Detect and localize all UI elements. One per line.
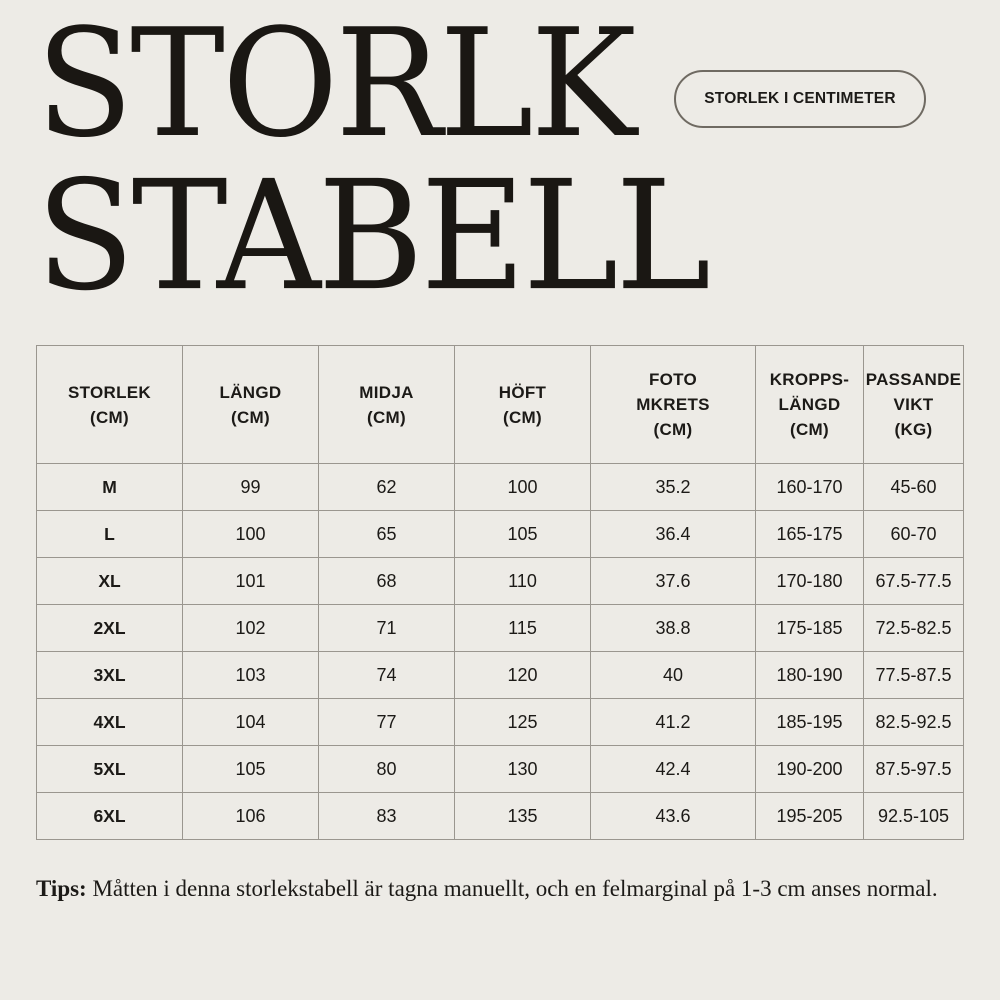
table-row	[37, 699, 964, 746]
table-cell: 68	[319, 558, 455, 605]
table-cell: 43.6	[591, 793, 756, 840]
column-header-line: KROPPS-	[769, 370, 850, 389]
column-header-line: HÖFT	[498, 382, 547, 402]
table-row	[37, 558, 964, 605]
page-title-line-1: STORLK	[36, 0, 634, 171]
table-cell: 110	[455, 558, 591, 605]
tip-note	[36, 870, 966, 907]
table-cell: 77.5-87.5	[864, 652, 964, 699]
column-header	[591, 346, 756, 464]
table-cell: 37.6	[591, 558, 756, 605]
size-cell: L	[37, 511, 183, 558]
column-header	[37, 346, 183, 464]
table-cell: 115	[455, 605, 591, 652]
table-cell: 125	[455, 699, 591, 746]
table-cell: 60-70	[864, 511, 964, 558]
table-cell: 101	[183, 558, 319, 605]
table-row	[37, 746, 964, 793]
table-cell: 99	[183, 464, 319, 511]
tip-text: Måtten i denna storlekstabell är tagna manuellt, och en felmarginal på 1-3 cm anses normal.	[86, 876, 938, 901]
table-body	[37, 464, 964, 840]
column-header-line: VIKT	[893, 395, 934, 414]
table-cell: 106	[183, 793, 319, 840]
column-header-line: (CM)	[367, 407, 406, 427]
table-row	[37, 652, 964, 699]
table-cell: 71	[319, 605, 455, 652]
column-header-line: PASSANDE	[865, 370, 962, 389]
table-cell: 175-185	[756, 605, 864, 652]
table-row	[37, 793, 964, 840]
table-cell: 42.4	[591, 746, 756, 793]
table-row	[37, 511, 964, 558]
column-header-line: STORLEK	[67, 382, 152, 402]
table-cell: 77	[319, 699, 455, 746]
table-cell: 135	[455, 793, 591, 840]
column-header	[864, 346, 964, 464]
size-cell: XL	[37, 558, 183, 605]
column-header-line: MIDJA	[359, 382, 414, 402]
table-cell: 40	[591, 652, 756, 699]
table-cell: 65	[319, 511, 455, 558]
table-cell: 100	[455, 464, 591, 511]
table-cell: 185-195	[756, 699, 864, 746]
size-cell: M	[37, 464, 183, 511]
table-cell: 38.8	[591, 605, 756, 652]
size-cell: 3XL	[37, 652, 183, 699]
table-cell: 160-170	[756, 464, 864, 511]
table-cell: 35.2	[591, 464, 756, 511]
size-table	[36, 345, 964, 840]
table-cell: 130	[455, 746, 591, 793]
column-header	[183, 346, 319, 464]
table-cell: 190-200	[756, 746, 864, 793]
column-header-line: (CM)	[503, 407, 542, 427]
table-cell: 103	[183, 652, 319, 699]
column-header	[455, 346, 591, 464]
table-cell: 105	[455, 511, 591, 558]
table-row	[37, 605, 964, 652]
table-cell: 72.5-82.5	[864, 605, 964, 652]
column-header-line: LÄNGD	[219, 382, 282, 402]
table-header-row	[37, 346, 964, 464]
column-header	[319, 346, 455, 464]
table-cell: 67.5-77.5	[864, 558, 964, 605]
column-header-line: (CM)	[231, 407, 270, 427]
table-cell: 195-205	[756, 793, 864, 840]
table-cell: 100	[183, 511, 319, 558]
table-row	[37, 464, 964, 511]
table-cell: 41.2	[591, 699, 756, 746]
tip-label: Tips:	[36, 876, 87, 901]
table-cell: 170-180	[756, 558, 864, 605]
table-cell: 62	[319, 464, 455, 511]
page-title-line-2: STABELL	[36, 147, 708, 324]
table-cell: 165-175	[756, 511, 864, 558]
column-header-line: (CM)	[90, 407, 129, 427]
size-cell: 2XL	[37, 605, 183, 652]
table-cell: 120	[455, 652, 591, 699]
table-cell: 45-60	[864, 464, 964, 511]
column-header-line: (CM)	[790, 420, 829, 439]
table-cell: 104	[183, 699, 319, 746]
table-cell: 83	[319, 793, 455, 840]
table-cell: 82.5-92.5	[864, 699, 964, 746]
size-cell: 6XL	[37, 793, 183, 840]
table-cell: 74	[319, 652, 455, 699]
column-header-line: MKRETS	[636, 395, 710, 414]
table-cell: 105	[183, 746, 319, 793]
column-header-line: FOTO	[648, 370, 698, 389]
column-header-line: (KG)	[894, 420, 933, 439]
column-header-line: (CM)	[653, 420, 693, 439]
size-cell: 5XL	[37, 746, 183, 793]
table-cell: 102	[183, 605, 319, 652]
table-cell: 80	[319, 746, 455, 793]
size-cell: 4XL	[37, 699, 183, 746]
column-header	[756, 346, 864, 464]
table-cell: 36.4	[591, 511, 756, 558]
column-header-line: LÄNGD	[778, 395, 841, 414]
table-cell: 180-190	[756, 652, 864, 699]
table-cell: 87.5-97.5	[864, 746, 964, 793]
table-cell: 92.5-105	[864, 793, 964, 840]
unit-badge: STORLEK I CENTIMETER	[674, 70, 926, 128]
